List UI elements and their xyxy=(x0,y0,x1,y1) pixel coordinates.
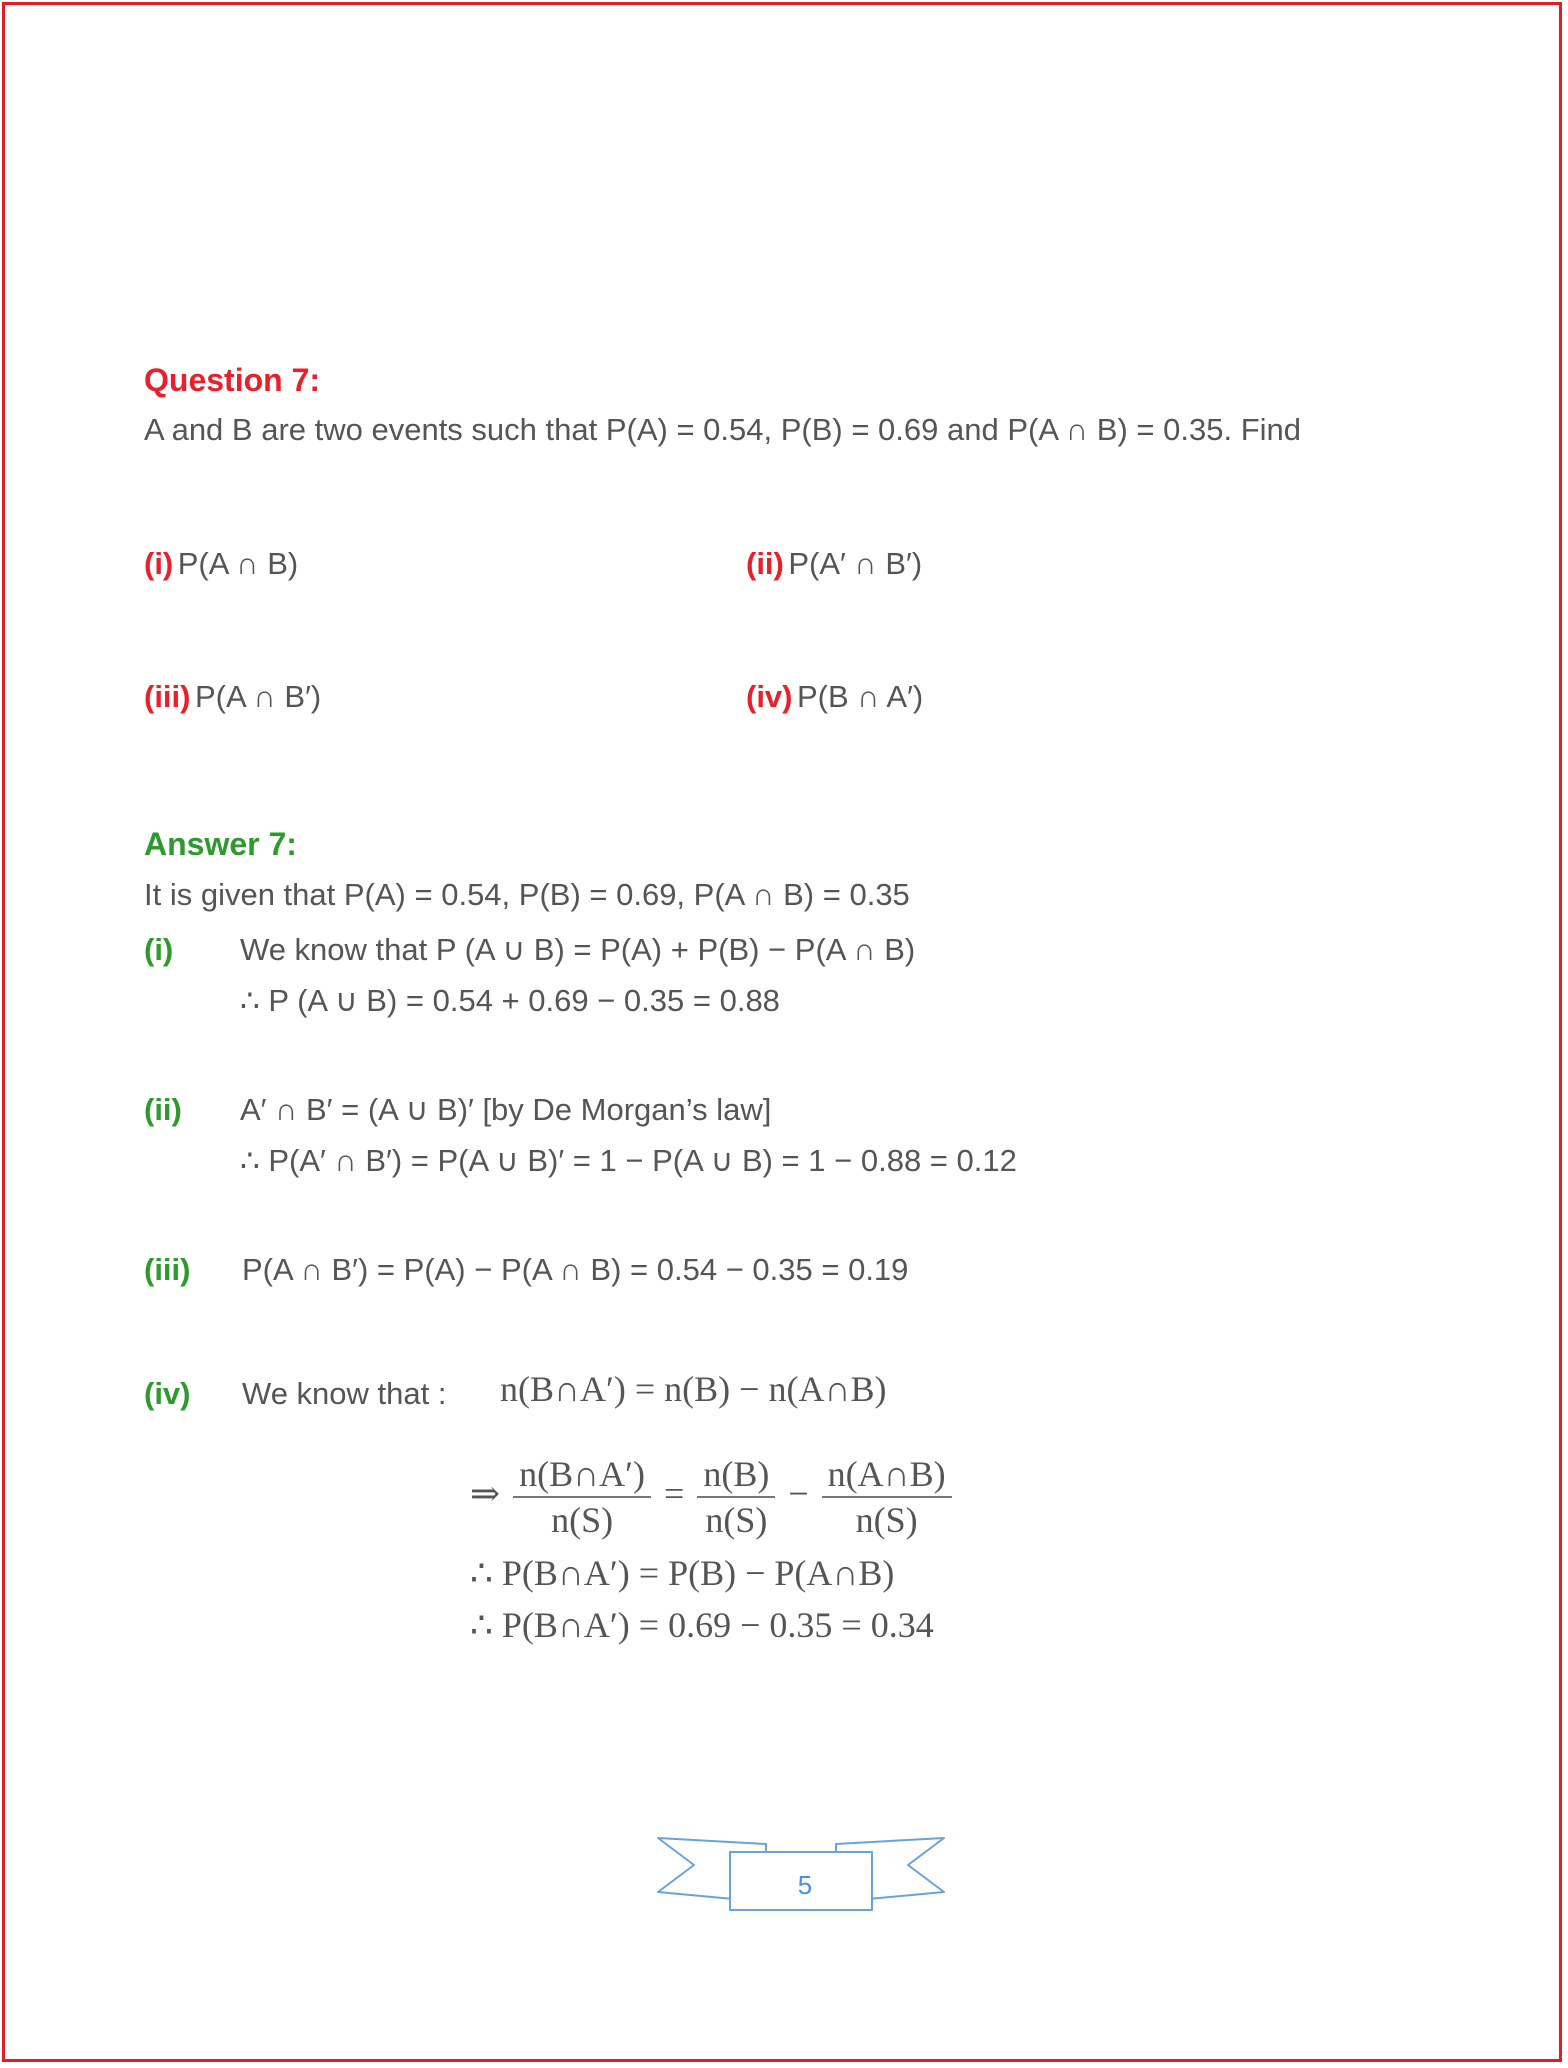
question-part-iv xyxy=(746,679,923,715)
part-label: (ii) xyxy=(746,546,784,581)
fraction xyxy=(697,1452,775,1542)
answer-ii-line2: ∴ P(A′ ∩ B′) = P(A ∪ B)′ = 1 − P(A ∪ B) = 1 − 0.88 = 0.12 xyxy=(240,1143,1017,1178)
minus-sign: − xyxy=(788,1473,809,1514)
answer-iv-eq1: n(B∩A′) = n(B) − n(A∩B) xyxy=(500,1369,887,1409)
question-statement: A and B are two events such that P(A) = 0.54, P(B) = 0.69 and P(A ∩ B) = 0.35. Find xyxy=(144,412,1302,447)
fraction xyxy=(822,1452,952,1542)
answer-iv-eq4: ∴ P(B∩A′) = 0.69 − 0.35 = 0.34 xyxy=(470,1605,934,1645)
fraction-denominator: n(S) xyxy=(705,1500,768,1540)
answer-iv-eq3: ∴ P(B∩A′) = P(B) − P(A∩B) xyxy=(470,1553,895,1593)
question-heading: Question 7: xyxy=(144,362,321,398)
fraction-numerator: n(A∩B) xyxy=(822,1452,952,1498)
answer-label-iv: (iv) xyxy=(144,1376,191,1411)
part-text: P(A′ ∩ B′) xyxy=(788,546,923,581)
equals-sign: = xyxy=(664,1473,685,1514)
answer-given: It is given that P(A) = 0.54, P(B) = 0.69, P(A ∩ B) = 0.35 xyxy=(144,877,910,912)
answer-label-ii: (ii) xyxy=(144,1092,182,1127)
page-number: 5 xyxy=(797,1870,813,1900)
fraction-numerator: n(B∩A′) xyxy=(513,1452,651,1498)
answer-ii-line1: A′ ∩ B′ = (A ∪ B)′ [by De Morgan’s law] xyxy=(240,1092,772,1127)
question-part-ii xyxy=(746,546,922,582)
implies-symbol: ⇒ xyxy=(470,1473,501,1514)
answer-label-i: (i) xyxy=(144,932,174,967)
answer-iii-line1: P(A ∩ B′) = P(A) − P(A ∩ B) = 0.54 − 0.35 = 0.19 xyxy=(242,1252,909,1287)
part-text: P(A ∩ B′) xyxy=(194,679,322,714)
part-label: (iv) xyxy=(746,679,793,714)
page-border xyxy=(2,2,1562,2062)
fraction-denominator: n(S) xyxy=(855,1500,918,1540)
part-text: P(B ∩ A′) xyxy=(796,679,924,714)
fraction xyxy=(513,1452,651,1542)
answer-i-line1: We know that P (A ∪ B) = P(A) + P(B) − P(A ∩ B) xyxy=(240,932,916,967)
answer-label-iii: (iii) xyxy=(144,1252,191,1287)
part-label: (iii) xyxy=(144,679,191,714)
answer-iv-eq2 xyxy=(470,1452,956,1542)
fraction-denominator: n(S) xyxy=(551,1500,614,1540)
answer-i-line2: ∴ P (A ∪ B) = 0.54 + 0.69 − 0.35 = 0.88 xyxy=(240,983,780,1018)
answer-heading: Answer 7: xyxy=(144,826,297,862)
fraction-numerator: n(B) xyxy=(697,1452,775,1498)
part-text: P(A ∩ B) xyxy=(177,546,299,581)
question-part-i xyxy=(144,546,298,582)
answer-iv-intro: We know that : xyxy=(242,1376,447,1411)
question-part-iii xyxy=(144,679,321,715)
part-label: (i) xyxy=(144,546,174,581)
